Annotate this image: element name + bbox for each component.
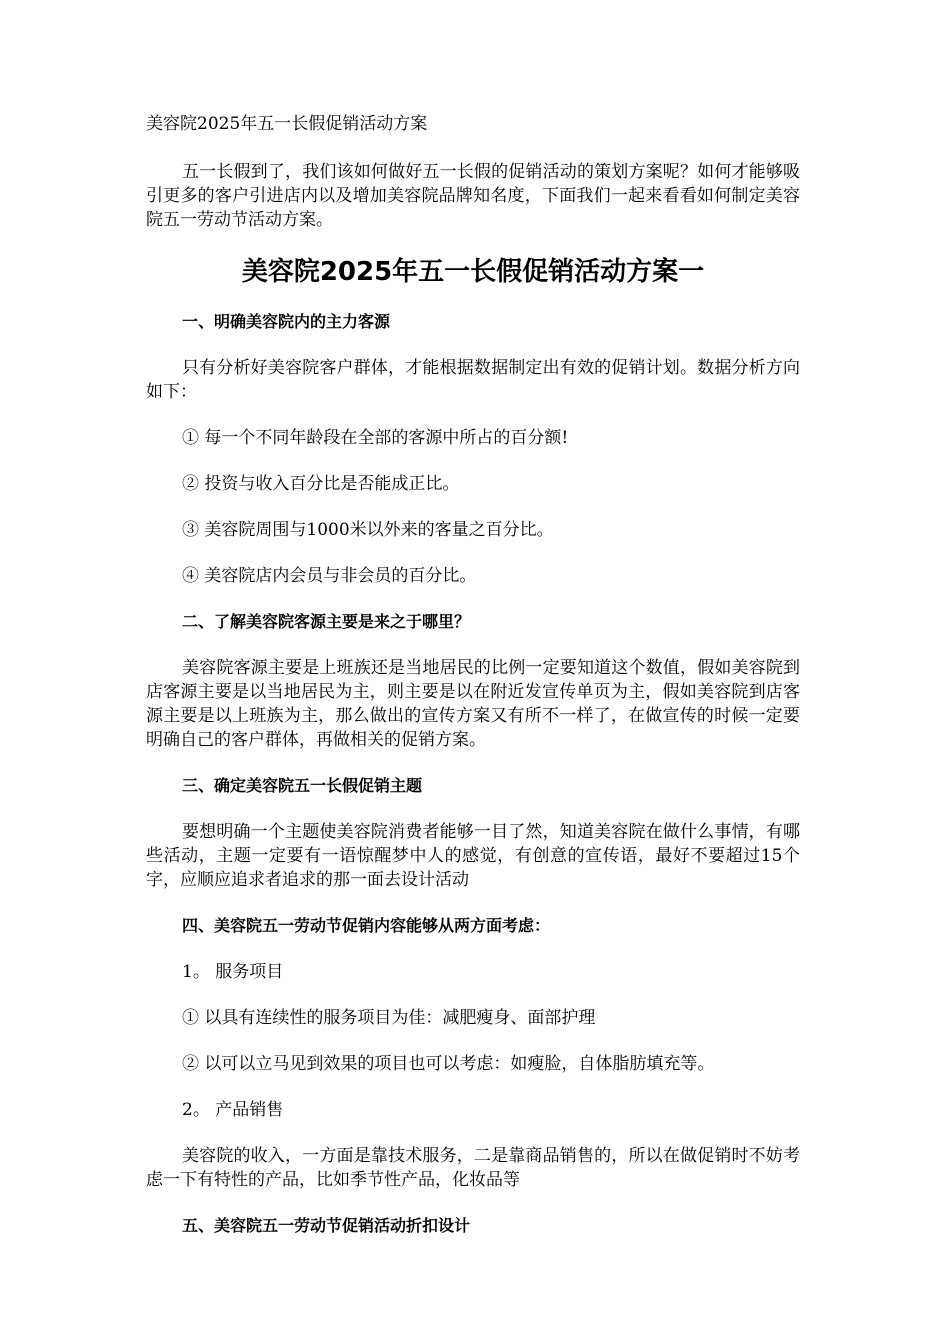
section-4-paragraph: 美容院的收入，一方面是靠技术服务，二是靠商品销售的，所以在做促销时不妨考虑一下有特性的产品，比如季节性产品，化妆品等 (146, 1146, 800, 1190)
list-item: ④ 美容院店内会员与非会员的百分比。 (182, 566, 477, 586)
intro-paragraph: 五一长假到了，我们该如何做好五一长假的促销活动的策划方案呢？如何才能够吸引更多的客户引进店内以及增加美容院品牌知名度，下面我们一起来看看如何制定美容院五一劳动节活动方案。 (146, 162, 800, 230)
section-heading-4: 四、美容院五一劳动节促销内容能够从两方面考虑： (182, 916, 551, 935)
document-page (146, 112, 800, 1260)
list-item: ③ 美容院周围与1000米以外来的客量之百分比。 (182, 520, 554, 540)
section-heading-1: 一、明确美容院内的主力客源 (182, 312, 391, 331)
list-item: ① 以具有连续性的服务项目为佳：减肥瘦身、面部护理 (182, 1008, 596, 1028)
sub-heading-products: 2。 产品销售 (182, 1100, 284, 1120)
list-item: ② 以可以立马见到效果的项目也可以考虑：如瘦脸，自体脂肪填充等。 (182, 1054, 715, 1074)
section-heading-2: 二、了解美容院客源主要是来之于哪里？ (182, 612, 471, 631)
section-heading-5: 五、美容院五一劳动节促销活动折扣设计 (182, 1216, 471, 1235)
list-item: ② 投资与收入百分比是否能成正比。 (182, 474, 460, 494)
main-heading: 美容院2025年五一长假促销活动方案一 (241, 257, 705, 287)
section-1-paragraph: 只有分析好美容院客户群体，才能根据数据制定出有效的促销计划。数据分析方向如下： (146, 358, 800, 402)
list-item: ① 每一个不同年龄段在全部的客源中所占的百分额! (182, 428, 569, 448)
section-2-paragraph: 美容院客源主要是上班族还是当地居民的比例一定要知道这个数值，假如美容院到店客源主要是以当地居民为主，则主要是以在附近发宣传单页为主，假如美容院到店客源主要是以上班族为主，那么做出的宣传方案又有所不一样了，在做宣传的时候一定要明确自己的客户群体，再做相关的促销方案。 (146, 658, 800, 750)
section-heading-3: 三、确定美容院五一长假促销主题 (182, 776, 423, 795)
section-3-paragraph: 要想明确一个主题使美容院消费者能够一目了然，知道美容院在做什么事情，有哪些活动，主题一定要有一语惊醒梦中人的感觉，有创意的宣传语，最好不要超过15个字，应顺应追求者追求的那一面去设计活动 (146, 822, 800, 890)
document-title: 美容院2025年五一长假促销活动方案 (146, 114, 428, 134)
sub-heading-services: 1。 服务项目 (182, 962, 284, 982)
